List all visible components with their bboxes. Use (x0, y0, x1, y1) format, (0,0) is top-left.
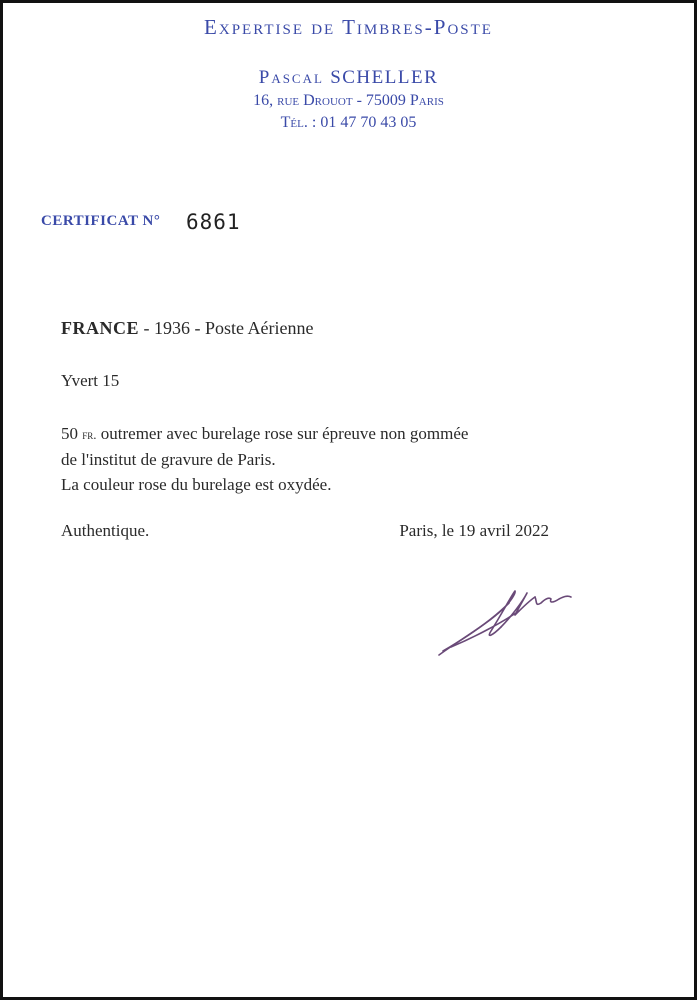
description-line-3: La couleur rose du burelage est oxydée. (61, 475, 332, 494)
catalogue-reference: Yvert 15 (61, 371, 120, 390)
description-line-1 (61, 421, 468, 447)
signature (431, 581, 581, 661)
stamp-value: 50 (61, 424, 78, 443)
expert-name (3, 67, 694, 89)
place-date: Paris, le 19 avril 2022 (399, 521, 549, 540)
expert-first-name: Pascal (258, 67, 324, 88)
stamp-unit: fr. (82, 427, 97, 442)
description-line-2: de l'institut de gravure de Paris. (61, 450, 276, 469)
description-line-1-rest: outremer avec burelage rose sur épreuve non gommée (96, 424, 469, 443)
stamp-heading (61, 318, 313, 339)
stamp-description (61, 421, 468, 497)
expert-last-name: SCHELLER (330, 67, 439, 88)
certificate-number: 6861 (186, 210, 241, 234)
stamp-heading-rest: - 1936 - Poste Aérienne (139, 318, 314, 338)
expert-address: 16, rue Drouot - 75009 Paris (253, 92, 444, 109)
expert-telephone: Tél. : 01 47 70 43 05 (280, 114, 417, 131)
letterhead-title: Expertise de Timbres-Poste (204, 15, 493, 39)
verdict: Authentique. (61, 521, 150, 540)
stamp-country: FRANCE (61, 318, 139, 338)
certificate-label: CERTIFICAT N° (41, 213, 161, 229)
